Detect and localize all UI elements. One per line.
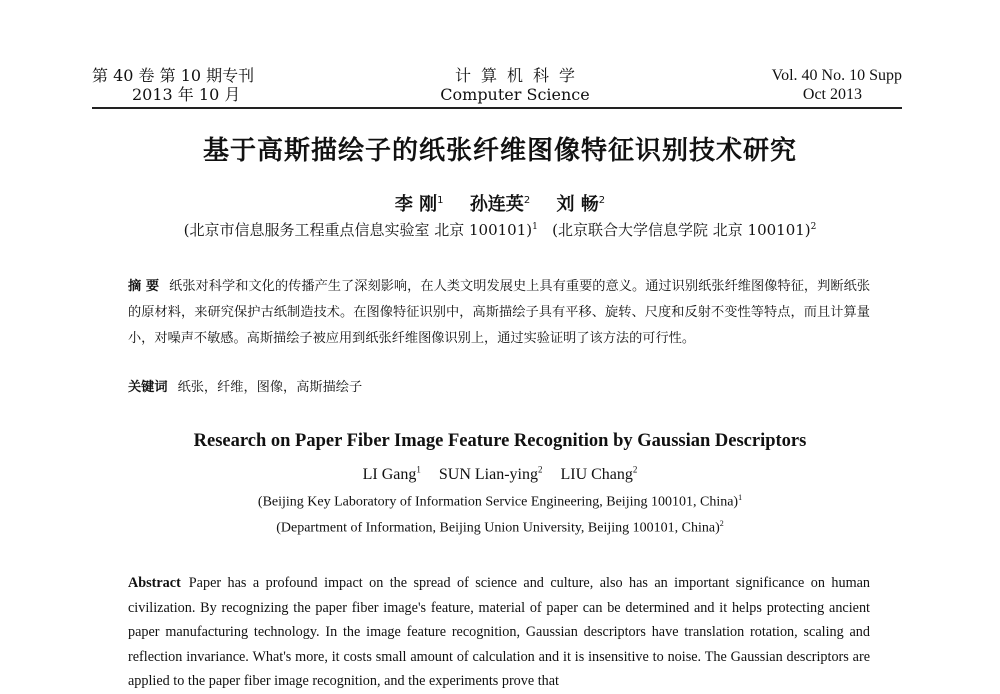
abstract-label-en: Abstract bbox=[128, 575, 181, 591]
abstract-cn bbox=[128, 274, 870, 352]
affiliation-cn: (北京市信息服务工程重点信息实验室 北京 100101) bbox=[183, 221, 533, 239]
author-cn: 李 刚$^1$ bbox=[394, 194, 444, 215]
header-rule bbox=[92, 107, 902, 109]
author-cn: 孙连英$^2$ bbox=[469, 194, 531, 215]
affiliation-cn: (北京联合大学信息学院 北京 100101) bbox=[552, 221, 811, 239]
author-en: LI Gang$^1$ bbox=[362, 465, 421, 484]
publication-date-en: Oct 2013 bbox=[802, 86, 862, 103]
journal-name-cn: 计算机科学 bbox=[454, 66, 585, 85]
volume-issue: 第 40 卷 第 10 期专刊 bbox=[92, 66, 255, 85]
volume-issue-en: Vol. 40 No. 10 Supp bbox=[771, 67, 902, 84]
author-en: SUN Lian-ying$^2$ bbox=[438, 465, 543, 484]
affiliation-en-1: (Beijing Key Laboratory of Information Service Engineering, Beijing 100101, China)$^1$ bbox=[257, 493, 743, 510]
keywords-cn bbox=[128, 378, 870, 398]
abstract-en bbox=[128, 571, 870, 694]
authors-en bbox=[0, 465, 1000, 484]
journal-name bbox=[390, 66, 640, 104]
affiliations-cn: (北京市信息服务工程重点信息实验室 北京 100101)$^1$ (北京联合大学信息学院 北京 100101)$^2$ bbox=[183, 221, 817, 239]
affiliation-en-2: (Department of Information, Beijing Union University, Beijing 100101, China)$^2$ bbox=[276, 519, 724, 536]
journal-volume-info-en bbox=[662, 66, 902, 104]
abstract-text-en: Paper has a profound impact on the spread of science and culture, also has an important significance on human civilization. By recognizing the paper fiber image's feature, material of paper can be determined and it helps protecting ancient paper manufacturing technology. In the image feature recognition, Gaussian descriptors have translation rotation, scaling and reflection invariance. What's more, it costs small amount of calculation and it is insensitive to noise. The Gaussian descriptors are applied to the paper fiber image recognition, and the experiments prove that bbox=[128, 575, 870, 689]
abstract-label-cn: 摘 要 bbox=[128, 279, 160, 294]
author-cn: 刘 畅$^2$ bbox=[556, 194, 606, 215]
authors-cn bbox=[0, 190, 1000, 216]
paper-title-cn: 基于高斯描绘子的纸张纤维图像特征识别技术研究 bbox=[202, 136, 797, 166]
keywords-text-cn: 纸张，纤维，图像，高斯描绘子 bbox=[177, 380, 363, 395]
paper-title-en: Research on Paper Fiber Image Feature Recognition by Gaussian Descriptors bbox=[193, 431, 807, 451]
keywords-label-cn: 关键词 bbox=[128, 380, 168, 395]
abstract-text-cn: 纸张对科学和文化的传播产生了深刻影响，在人类文明发展史上具有重要的意义。通过识别纸张纤维图像特征，判断纸张的原材料，来研究保护古纸制造技术。在图像特征识别中，高斯描绘子具有平移、旋转、尺度和反射不变性等特点，而且计算量小，对噪声不敏感。高斯描绘子被应用到纸张纤维图像识别上，通过实验证明了该方法的可行性。 bbox=[128, 279, 871, 346]
journal-name-en: Computer Science bbox=[440, 85, 590, 104]
journal-volume-info bbox=[92, 66, 312, 104]
publication-date-cn: 2013 年 10 月 bbox=[132, 85, 241, 104]
author-en: LIU Chang$^2$ bbox=[560, 465, 638, 484]
